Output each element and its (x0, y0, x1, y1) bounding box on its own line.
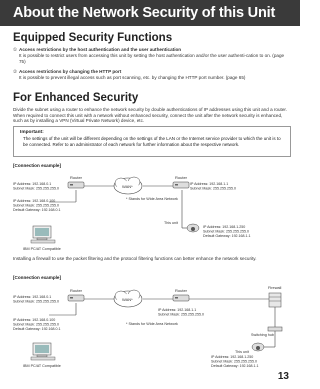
ip-unit-line2: Subnet Mask: 255.255.255.0 (211, 359, 257, 364)
firewall-label: Firewall (268, 285, 282, 290)
pc-label: IBM PC/AT Compatible (23, 247, 61, 251)
hub-label: Switching hub (251, 333, 274, 337)
network-diagram-1 (13, 168, 289, 252)
item-heading: Access restrictions by the host authentication and the user authentication (19, 47, 182, 52)
ip-pc-line1: IP Address: 192.168.0.100 (13, 199, 56, 203)
page-title: About the Network Security of this Unit (13, 5, 276, 21)
router-right-label: Router (175, 175, 188, 180)
wan-note: * Stands for Wide Area Network (126, 322, 178, 326)
ip-unit-line1: IP Address: 192.168.1.250 (211, 355, 254, 359)
section-heading-equipped: Equipped Security Functions (13, 32, 173, 44)
item-body: It is possible to restrict users from accessing this unit by setting the host authentication and/or the user authenti-cation to on. (page 75) (19, 53, 285, 64)
network-diagram-2 (13, 281, 289, 371)
important-text: The settings of the unit will be different depending on the settings of the LAN or the Internet service provider to which the unit is to be connected. Refer to an administrator of each network for further information about the respective network. (23, 136, 281, 147)
router-left-label: Router (70, 175, 83, 180)
wan-note: * Stands for Wide Area Network (126, 197, 178, 201)
ip-pc-line2: Subnet Mask: 255.255.255.0 (13, 203, 59, 208)
page-title-bar (0, 0, 300, 26)
this-unit-label: This unit (235, 350, 249, 354)
page-number: 13 (277, 371, 289, 382)
item-heading: Access restrictions by changing the HTTP port (19, 69, 122, 74)
connection-example-label-2: [Connection example] (13, 275, 61, 280)
router-left-icon (68, 295, 84, 301)
pc-icon (31, 343, 55, 360)
camera-icon (252, 343, 264, 351)
connection-example-label-1: [Connection example] (13, 163, 61, 168)
ip-unit-line1: IP Address: 192.168.1.250 (203, 225, 246, 229)
ip-left-top-line2: Subnet Mask: 255.255.255.0 (13, 186, 59, 191)
ip-pc-line2: Subnet Mask: 255.255.255.0 (13, 322, 59, 327)
switching-hub-icon (268, 327, 282, 331)
ip-right-line1: IP Address: 192.168.1.1 (158, 308, 197, 312)
ip-left-top-line2: Subnet Mask: 255.255.255.0 (13, 299, 59, 304)
ip-pc-line3: Default Gateway: 192.168.0.1 (13, 208, 61, 212)
router-right-label: Router (175, 288, 188, 293)
wan-label: WAN* (122, 297, 133, 302)
ip-left-top-line1: IP Address: 192.168.0.1 (13, 295, 52, 299)
ip-unit-line3: Default Gateway: 192.168.1.1 (211, 364, 259, 368)
ip-unit-line3: Default Gateway: 192.168.1.1 (203, 234, 251, 238)
router-right-icon (173, 182, 189, 188)
pc-label: IBM PC/AT Compatible (23, 364, 61, 368)
ip-unit-line2: Subnet Mask: 255.255.255.0 (203, 229, 249, 234)
important-note-box (13, 126, 291, 157)
enhanced-security-paragraph: Divide the subnet using a router to enhance the network security by double authentications of IP addresses using this unit and a router. When required to connect this unit with a network without enhanced security, connect the unit after the network security is enhanced, such as by installing a VPN (Virtual Private Network) device, etc. (13, 107, 287, 124)
wan-label: WAN* (122, 184, 133, 189)
router-left-label: Router (70, 288, 83, 293)
item-body: It is possible to prevent illegal access such as port scanning, etc. by changing the HTTP port number. (page 65) (19, 75, 246, 80)
this-unit-label: This unit (164, 221, 178, 225)
ip-pc-line3: Default Gateway: 192.168.0.1 (13, 327, 61, 331)
firewall-paragraph: Installing a firewall to use the packet filtering and the protocol filtering functions can better enhance the network security. (13, 256, 257, 261)
item-number: ② (13, 69, 18, 74)
ip-right-line2: Subnet Mask: 255.255.255.0 (158, 312, 204, 317)
security-item-1 (13, 47, 289, 67)
firewall-icon (269, 293, 281, 307)
item-number: ① (13, 47, 18, 52)
router-right-icon (173, 295, 189, 301)
section-heading-enhanced: For Enhanced Security (13, 92, 139, 104)
ip-right-top-line2: Subnet Mask: 255.255.255.0 (190, 186, 236, 191)
ip-left-top-line1: IP Address: 192.168.0.1 (13, 182, 52, 186)
ip-right-top-line1: IP Address: 192.168.1.1 (190, 182, 229, 186)
pc-icon (31, 226, 55, 243)
camera-icon (187, 224, 199, 232)
important-label: Important: (20, 130, 44, 135)
security-item-2 (13, 69, 289, 83)
ip-pc-line1: IP Address: 192.168.0.100 (13, 318, 56, 322)
router-left-icon (68, 182, 84, 188)
